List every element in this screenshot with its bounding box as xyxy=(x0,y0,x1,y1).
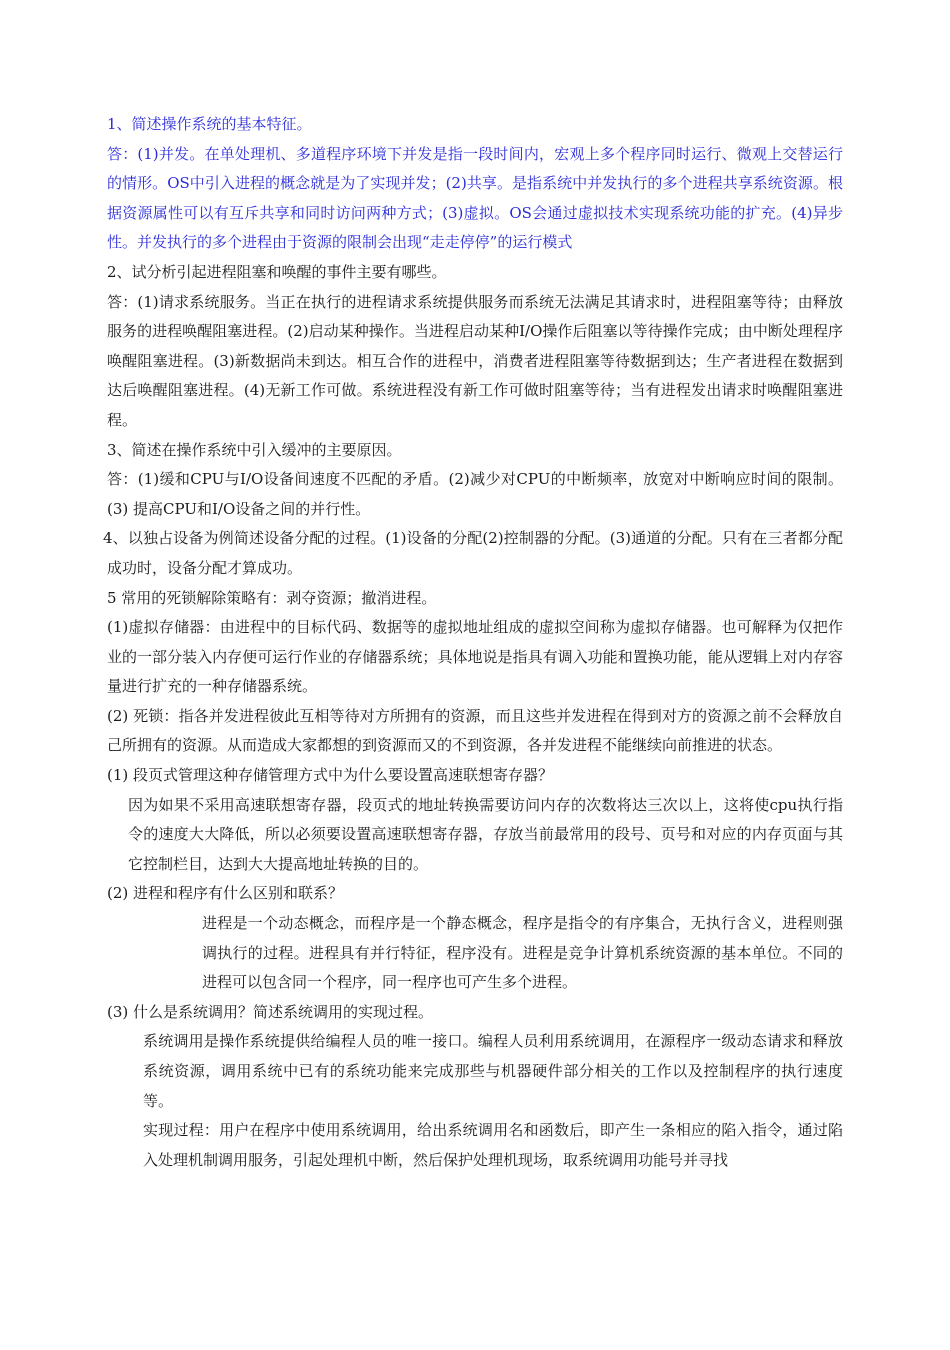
concept-deadlock: (2) 死锁：指各并发进程彼此互相等待对方所拥有的资源，而且这些并发进程在得到对方的资源之前不会释放自己所拥有的资源。从而造成大家都想的到资源而又的不到资源，各并发进程不能继续向前推进的状态。 xyxy=(107,706,843,755)
q2-answer: 答：(1)请求系统服务。当正在执行的进程请求系统提供服务而系统无法满足其请求时，进程阻塞等待；由释放服务的进程唤醒阻塞进程。(2)启动某种操作。当进程启动某种I/O操作后阻塞以等待操作完成；由中断处理程序唤醒阻塞进程。(3)新数据尚未到达。相互合作的进程中，消费者进程阻塞等待数据到达；生产者进程在数据到达后唤醒阻塞进程。(4)无新工作可做。系统进程没有新工作可做时阻塞等待；当有进程发出请求时唤醒阻塞进程。 xyxy=(107,292,843,429)
concept-virtual-memory: (1)虚拟存储器：由进程中的目标代码、数据等的虚拟地址组成的虚拟空间称为虚拟存储器。也可解释为仅把作业的一部分装入内存便可运行作业的存储器系统；具体地说是指具有调入功能和置换功能，能从逻辑上对内存容量进行扩充的一种存储器系统。 xyxy=(107,618,843,696)
q6-title: (1) 段页式管理这种存储管理方式中为什么要设置高速联想寄存器？ xyxy=(107,766,554,785)
q6-answer: 因为如果不采用高速联想寄存器，段页式的地址转换需要访问内存的次数将达三次以上，这将使cpu执行指令的速度大大降低，所以必须要设置高速联想寄存器，存放当前最常用的段号、页号和对应的内存页面与其它控制栏目，达到大大提高地址转换的目的。 xyxy=(128,795,843,873)
q2-title: 2、试分析引起进程阻塞和唤醒的事件主要有哪些。 xyxy=(107,262,447,281)
q7-title: (2) 进程和程序有什么区别和联系？ xyxy=(107,884,344,903)
q7-answer: 进程是一个动态概念，而程序是一个静态概念，程序是指令的有序集合，无执行含义，进程则强调执行的过程。进程具有并行特征，程序没有。进程是竞争计算机系统资源的基本单位。不同的进程可以包含同一个程序，同一程序也可产生多个进程。 xyxy=(202,914,843,992)
q3-answer: 答：(1)缓和CPU与I/O设备间速度不匹配的矛盾。(2)减少对CPU的中断频率，放宽对中断响应时间的限制。 (3) 提高CPU和I/O设备之间的并行性。 xyxy=(107,470,843,518)
q5-text: 5 常用的死锁解除策略有：剥夺资源；撤消进程。 xyxy=(107,588,437,607)
q8-answer-definition: 系统调用是操作系统提供给编程人员的唯一接口。编程人员利用系统调用，在源程序一级动态请求和释放系统资源，调用系统中已有的系统功能来完成那些与机器硬件部分相关的工作以及控制程序的执行速度等。 xyxy=(143,1032,843,1110)
document-page xyxy=(103,110,843,1175)
q1-title: 1、简述操作系统的基本特征。 xyxy=(107,115,312,133)
q8-title: (3) 什么是系统调用？简述系统调用的实现过程。 xyxy=(107,1002,434,1021)
q4-text: 4、以独占设备为例简述设备分配的过程。(1)设备的分配(2)控制器的分配。(3)通道的分配。只有在三者都分配成功时，设备分配才算成功。 xyxy=(103,529,843,577)
q3-title: 3、简述在操作系统中引入缓冲的主要原因。 xyxy=(107,440,402,459)
q8-answer-process: 实现过程：用户在程序中使用系统调用，给出系统调用名和函数后，即产生一条相应的陷入指令，通过陷入处理机制调用服务，引起处理机中断，然后保护处理机现场，取系统调用功能号并寻找 xyxy=(143,1121,843,1169)
q1-answer: 答：(1)并发。在单处理机、多道程序环境下并发是指一段时间内，宏观上多个程序同时运行、微观上交替运行的情形。OS中引入进程的概念就是为了实现并发；(2)共享。是指系统中并发执行的多个进程共享系统资源。根据资源属性可以有互斥共享和同时访问两种方式；(3)虚拟。OS会通过虚拟技术实现系统功能的扩充。(4)异步性。并发执行的多个进程由于资源的限制会出现“走走停停”的运行模式 xyxy=(107,144,843,252)
